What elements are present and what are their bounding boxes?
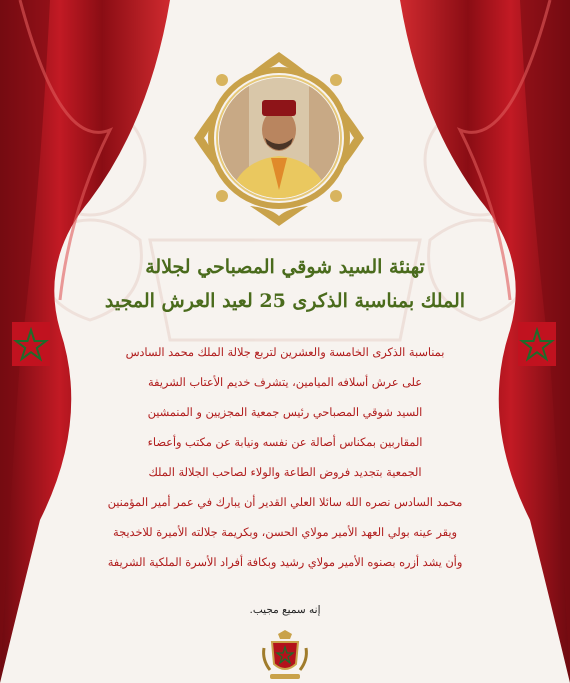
body-line: المقاربين بمكناس أصالة عن نفسه ونيابة عن مكتب وأعضاء (147, 436, 423, 449)
morocco-flag-icon (12, 322, 50, 366)
body-line: ويقر عينه بولي العهد الأمير مولاي الحسن، وبكريمة جلالته الأميرة للاخديجة (113, 526, 457, 539)
body-line: على عرش أسلافه الميامين، يتشرف خديم الأعتاب الشريفة (147, 376, 423, 389)
headline-line-1: تهنئة السيد شوقي المصباحي لجلالة (145, 256, 425, 278)
body-line: وأن يشد أزره بصنوه الأمير مولاي رشيد وبكافة أفراد الأسرة الملكية الشريفة (107, 556, 463, 569)
closing-line: إنه سميع مجيب. (249, 604, 321, 616)
king-portrait (219, 78, 339, 198)
body-line: محمد السادس نصره الله سائلا العلي القدير أن يبارك في عمر أمير المؤمنين (107, 496, 463, 509)
headline-line-2: الملك بمناسبة الذكرى 25 لعيد العرش المجيد (104, 290, 466, 312)
portrait-frame (192, 50, 366, 228)
body-line: الجمعية بتجديد فروض الطاعة والولاء لصاحب الجلالة الملك (148, 466, 422, 479)
body-line: بمناسبة الذكرى الخامسة والعشرين لتربع جلالة الملك محمد السادس (125, 346, 445, 359)
morocco-flag-icon (518, 322, 556, 366)
body-line: السيد شوقي المصباحي رئيس جمعية المجزيين و المنمشين (147, 406, 423, 419)
royal-emblem-icon (260, 630, 310, 680)
congratulation-text (50, 338, 520, 578)
